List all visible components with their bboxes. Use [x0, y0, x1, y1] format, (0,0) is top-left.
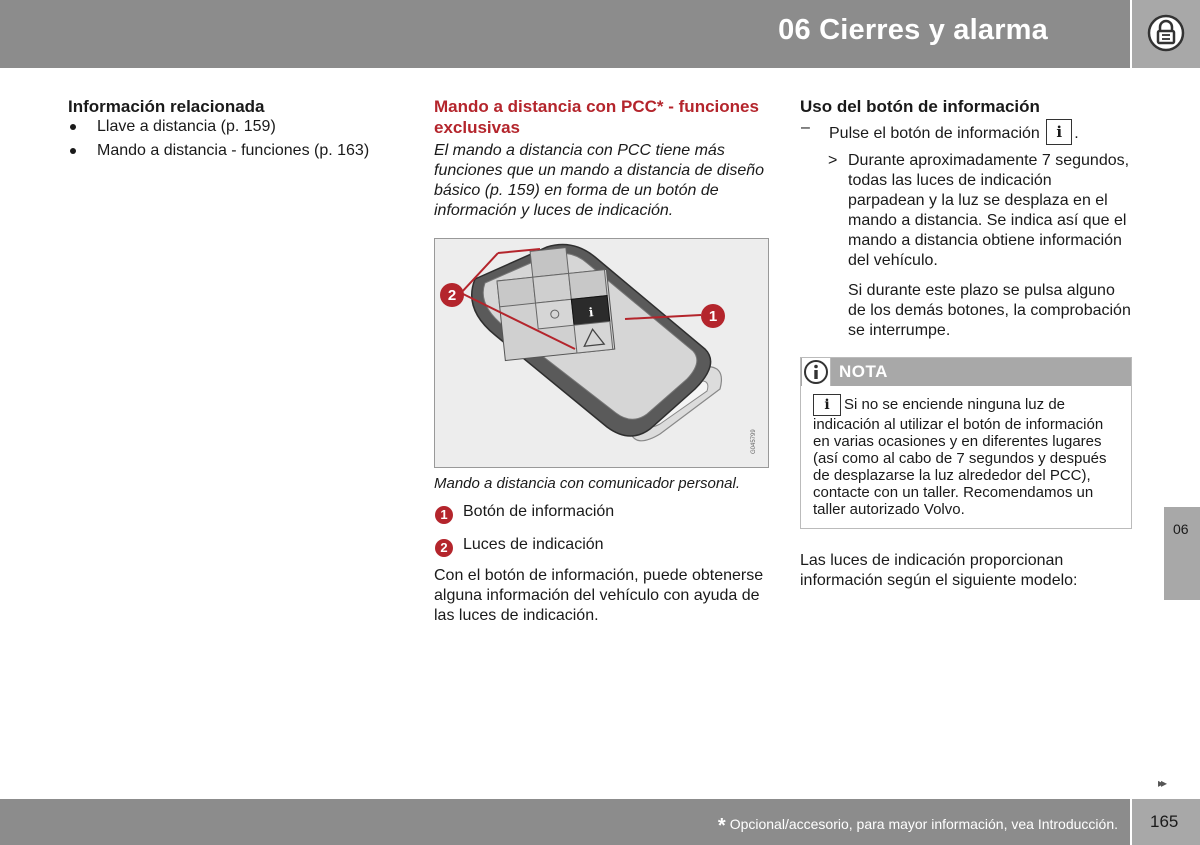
- info-circle-icon: [802, 358, 831, 386]
- info-icon: i: [1046, 119, 1072, 145]
- step-dash: –: [801, 119, 810, 136]
- note-title: NOTA: [839, 362, 888, 381]
- usage-heading: Uso del botón de información: [800, 97, 1040, 116]
- result-additional: Si durante este plazo se pulsa alguno de los demás botones, la comprobación se interrumpe.: [848, 282, 1131, 339]
- page-footer: [0, 799, 1130, 845]
- section-heading: Mando a distancia con PCC* - funciones exclusivas: [434, 97, 759, 137]
- info-icon: i: [813, 394, 841, 416]
- note-header: [801, 358, 1131, 386]
- page-header: [0, 0, 1130, 68]
- footer-note: [718, 815, 1118, 838]
- body-paragraph: Las luces de indicación proporcionan información según el siguiente modelo:: [800, 552, 1078, 589]
- chapter-title: 06 Cierres y alarma: [778, 14, 1048, 46]
- pcc-column: [434, 96, 769, 626]
- callout-text: Botón de información: [463, 503, 615, 520]
- callout-item: [434, 535, 769, 555]
- svg-text:1: 1: [708, 308, 718, 325]
- figure-code: G045799: [751, 429, 757, 454]
- bullet-icon: [70, 148, 76, 154]
- callout-badge-1: 1: [435, 506, 453, 524]
- result-text: Durante aproximadamente 7 segundos, todas las luces de indicación parpadean y la luz se desplaza en el mando a distancia. Se indica así que el mando a distancia obtiene información del vehículo.: [848, 152, 1130, 269]
- step-result: [800, 151, 1132, 271]
- lock-icon: [1147, 14, 1185, 52]
- side-tab-label: 06: [1173, 521, 1189, 537]
- body-paragraph: Con el botón de información, puede obtenerse alguna información del vehículo con ayuda de las luces de indicación.: [434, 567, 764, 624]
- asterisk-mark: *: [717, 815, 726, 837]
- usage-column: [800, 97, 1132, 591]
- step-end: .: [1074, 125, 1079, 143]
- note-box: [800, 357, 1132, 529]
- chapter-side-tab[interactable]: [1164, 507, 1200, 600]
- related-info-column: [68, 97, 398, 165]
- callout-badge-2: 2: [435, 539, 453, 557]
- page-number-box: [1132, 799, 1200, 845]
- bullet-icon: [70, 124, 76, 130]
- remote-control-illustration: [435, 239, 768, 467]
- step-text: Pulse el botón de información: [829, 125, 1040, 143]
- result-marker: >: [828, 152, 838, 169]
- callout-text: Luces de indicación: [463, 536, 604, 553]
- related-info-heading: Información relacionada: [68, 97, 265, 116]
- callout-item: [434, 502, 769, 522]
- intro-text: El mando a distancia con PCC tiene más funciones que un mando a distancia de diseño básico (p. 159) en forma de un botón de información y luces de indicación.: [434, 142, 765, 219]
- figure-caption: Mando a distancia con comunicador personal.: [434, 475, 741, 492]
- remote-control-figure: [434, 238, 769, 468]
- svg-text:i: i: [588, 305, 595, 320]
- list-item[interactable]: Llave a distancia (p. 159): [68, 117, 398, 136]
- instruction-step: [800, 121, 1132, 147]
- list-item[interactable]: Mando a distancia - funciones (p. 163): [68, 141, 398, 160]
- page-number: 165: [1150, 812, 1179, 831]
- footer-note-text: Opcional/accesorio, para mayor información, vea Introducción.: [729, 816, 1118, 832]
- note-body: [801, 386, 1131, 528]
- svg-text:2: 2: [447, 287, 457, 304]
- related-info-list: [68, 117, 398, 160]
- note-text: Si no se enciende ninguna luz de indicación al utilizar el botón de información en varias ocasiones y en diferentes lugares (así como al cabo de 7 segundos y después de desplazarse la luz alrededor del PCC), contacte con un taller. Recomendamos un taller autorizado Volvo.: [813, 395, 1107, 518]
- next-page-icon: ▸▸: [1158, 776, 1165, 790]
